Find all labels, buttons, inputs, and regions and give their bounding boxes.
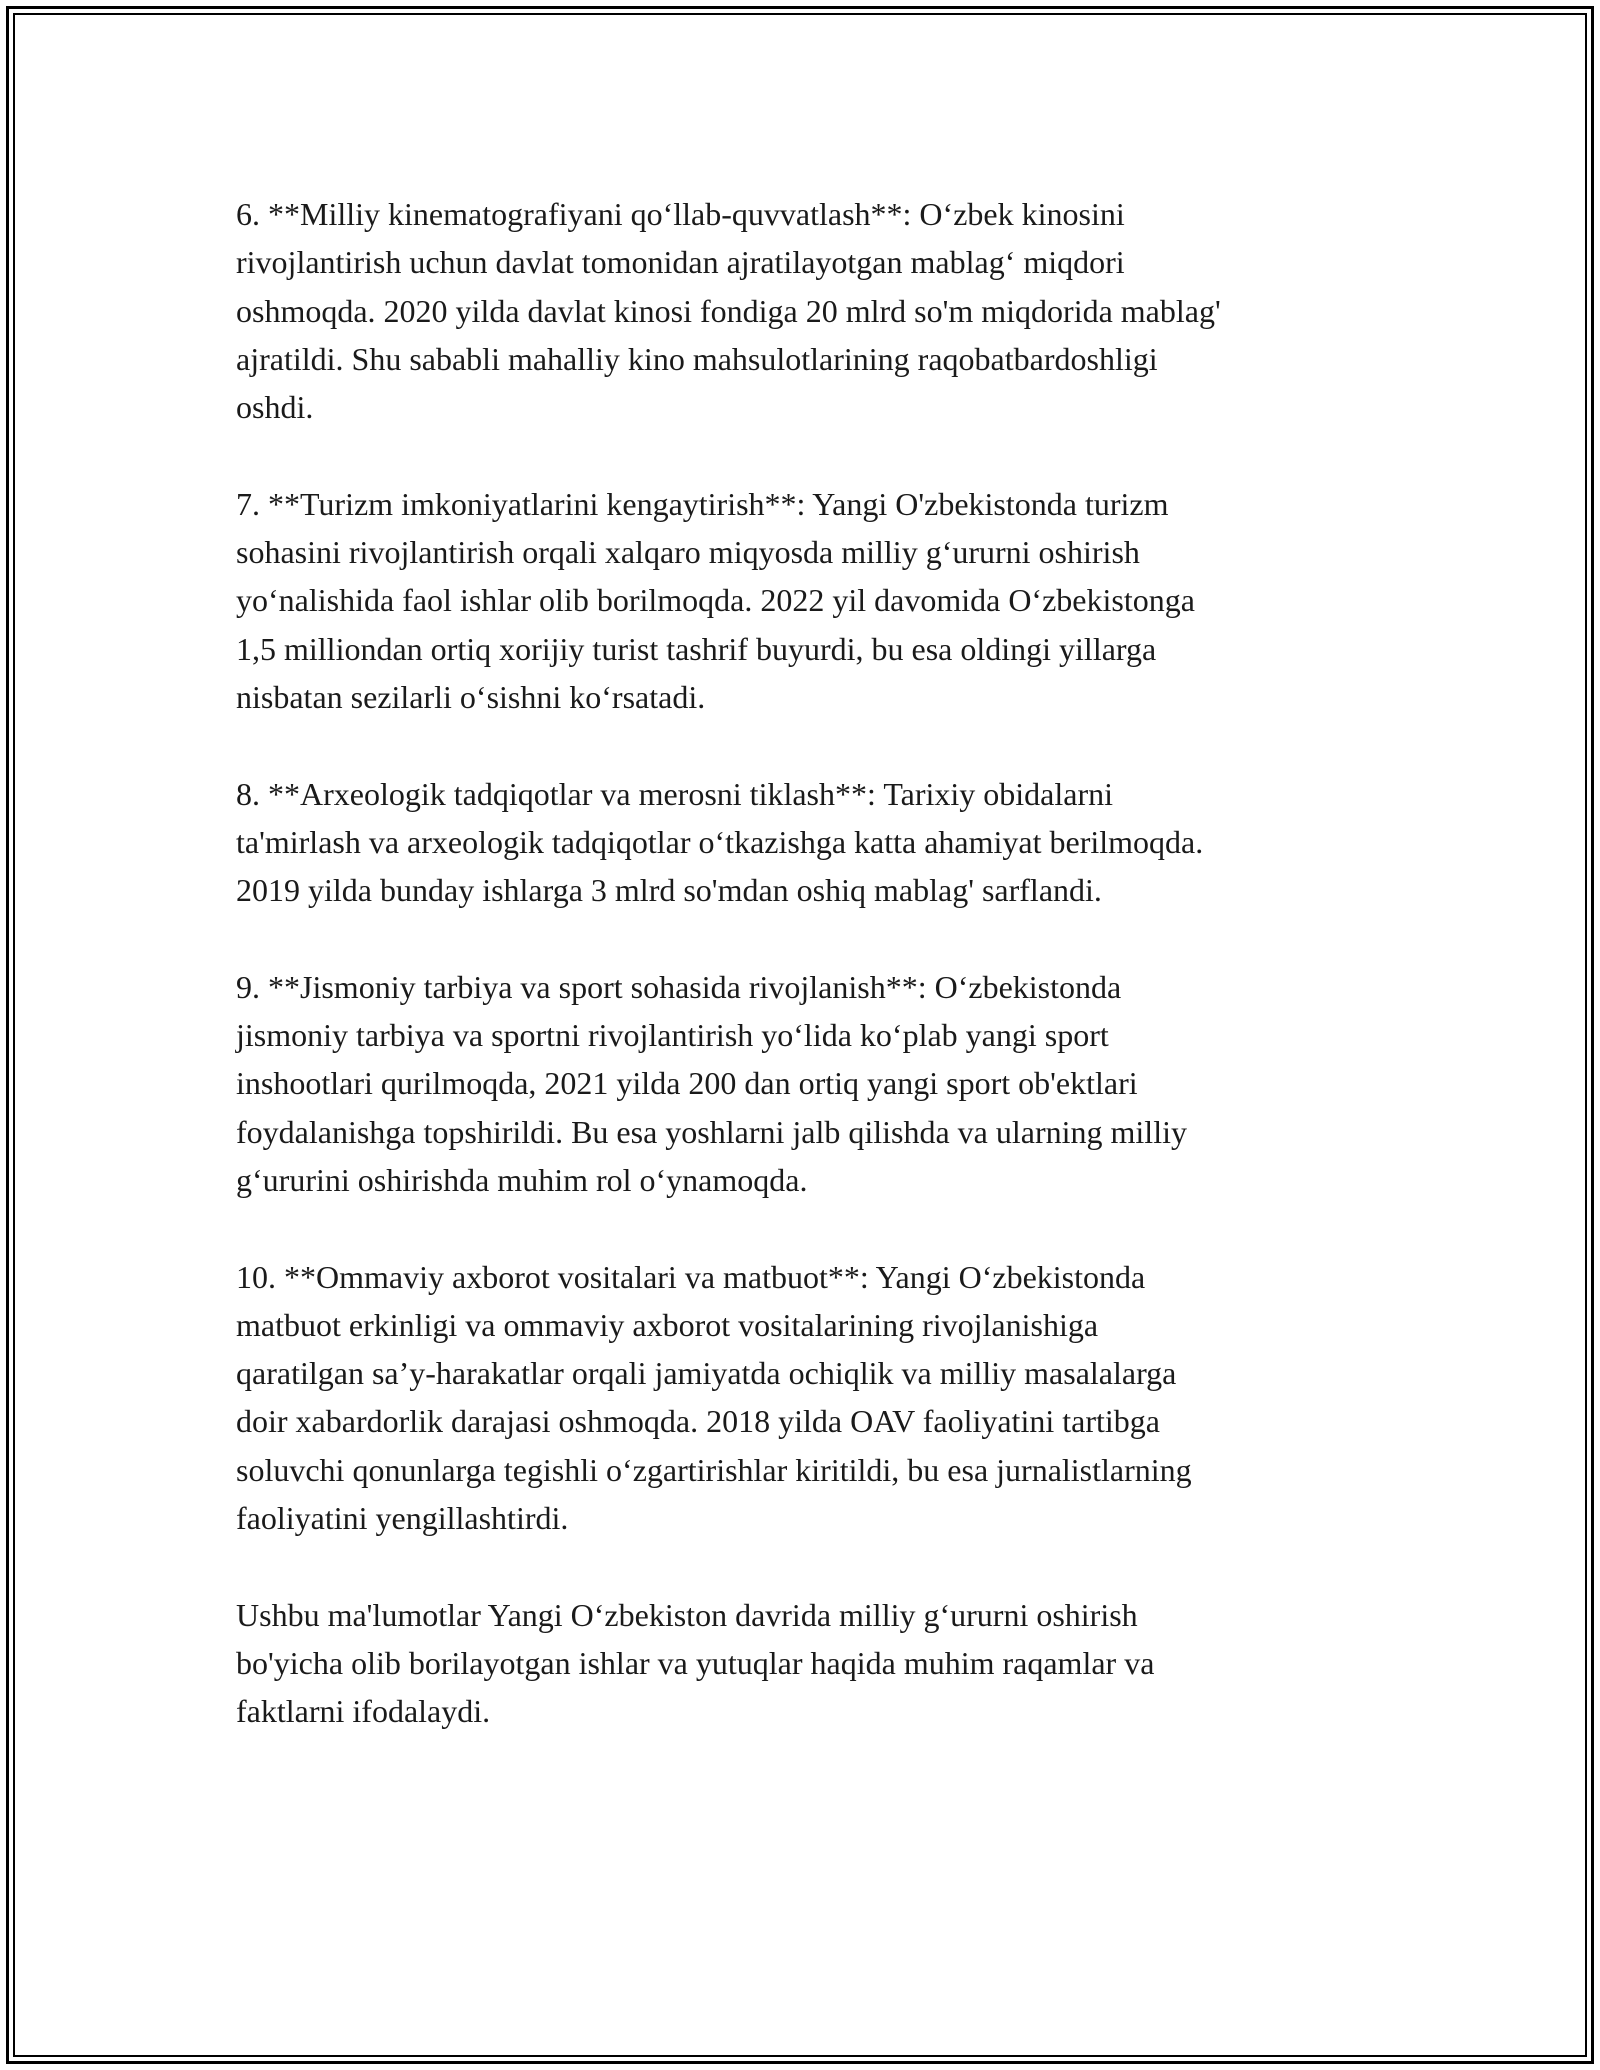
paragraph-item-6: 6. **Milliy kinematografiyani qo‘llab-quvvatlash**: O‘zbek kinosini rivojlantirish uchun davlat tomonidan ajratilayotgan mablag‘ miqdori oshmoqda. 2020 yilda davlat kinosi fondiga 20 mlrd so'm miqdorida mablag' ajratildi. Shu sababli mahalliy kino mahsulotlarining raqobatbardoshligi oshdi. xyxy=(236,196,1221,426)
paragraph-item-7: 7. **Turizm imkoniyatlarini kengaytirish**: Yangi O'zbekistonda turizm sohasini rivojlantirish orqali xalqaro miqyosda milliy g‘ururni oshirish yo‘nalishida faol ishlar olib borilmoqda. 2022 yil davomida O‘zbekistonga 1,5 milliondan ortiq xorijiy turist tashrif buyurdi, bu esa oldingi yillarga nisbatan sezilarli o‘sishni ko‘rsatadi. xyxy=(236,485,1195,715)
paragraph-item-8: 8. **Arxeologik tadqiqotlar va merosni tiklash**: Tarixiy obidalarni ta'mirlash va arxeologik tadqiqotlar o‘tkazishga katta ahamiyat berilmoqda. 2019 yilda bunday ishlarga 3 mlrd so'mdan oshiq mablag' sarflandi. xyxy=(236,775,1204,909)
document-body xyxy=(236,190,1386,1784)
paragraph-item-9: 9. **Jismoniy tarbiya va sport sohasida rivojlanish**: O‘zbekistonda jismoniy tarbiya va sportni rivojlantirish yo‘lida ko‘plab yangi sport inshootlari qurilmoqda, 2021 yilda 200 dan ortiq yangi sport ob'ektlari foydalanishga topshirildi. Bu esa yoshlarni jalb qilishda va ularning milliy g‘ururini oshirishda muhim rol o‘ynamoqda. xyxy=(236,968,1187,1198)
paragraph-item-10: 10. **Ommaviy axborot vositalari va matbuot**: Yangi O‘zbekistonda matbuot erkinligi va ommaviy axborot vositalarining rivojlanishiga qaratilgan sa’y-harakatlar orqali jamiyatda ochiqlik va milliy masalalarga doir xabardorlik darajasi oshmoqda. 2018 yilda OAV faoliyatini tartibga soluvchi qonunlarga tegishli o‘zgartirishlar kiritildi, bu esa jurnalistlarning faoliyatini yengillashtirdi. xyxy=(236,1258,1192,1537)
paragraph-conclusion: Ushbu ma'lumotlar Yangi O‘zbekiston davrida milliy g‘ururni oshirish bo'yicha olib borilayotgan ishlar va yutuqlar haqida muhim raqamlar va faktlarni ifodalaydi. xyxy=(236,1596,1155,1730)
